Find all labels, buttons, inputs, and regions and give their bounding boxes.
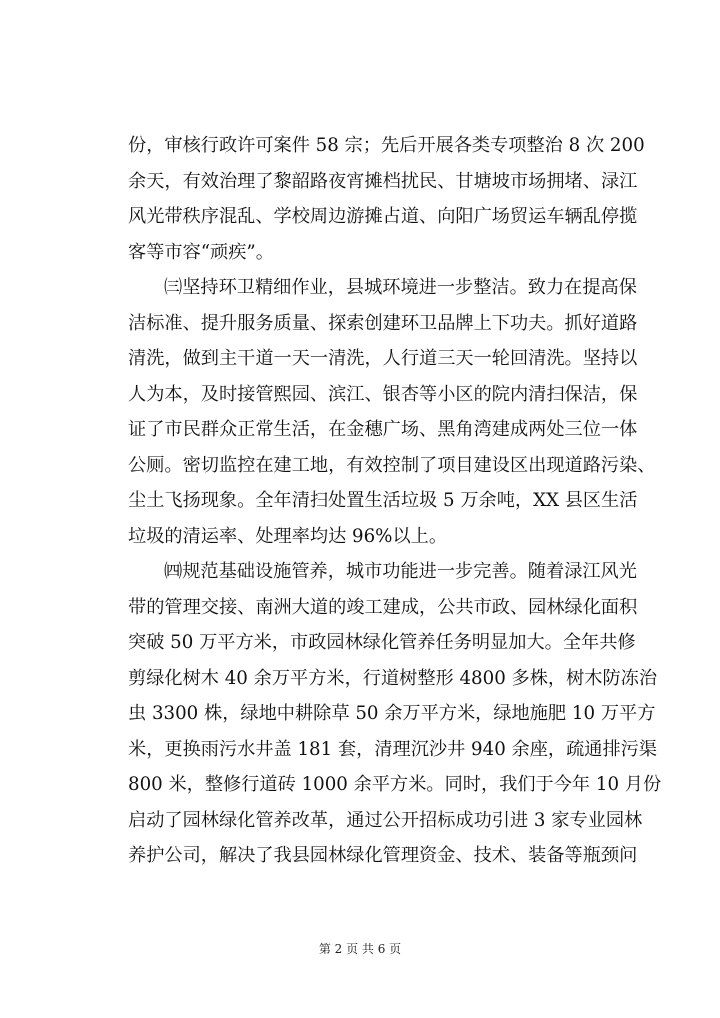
paragraph-3 <box>128 554 662 874</box>
text-line: 垃圾的清运率、处理率均达 96%以上。 <box>128 525 448 547</box>
body-text <box>128 128 662 874</box>
text-line: ㈣规范基础设施管养，城市功能进一步完善。随着渌江风光 <box>164 561 637 582</box>
text-line: 人为本，及时接管熙园、滨江、银杏等小区的院内清扫保洁，保 <box>128 383 638 405</box>
text-line: 800 米，整修行道砖 1000 余平方米。同时，我们于今年 10 月份 <box>128 774 662 795</box>
text-line: 米，更换雨污水井盖 181 套，清理沉沙井 940 余座，疏通排污渠 <box>128 738 658 760</box>
text-line: 突破 50 万平方米，市政园林绿化管养任务明显加大。全年共修 <box>128 632 636 653</box>
text-line: 剪绿化树木 40 余万平方米，行道树整形 4800 多株，树木防冻治 <box>128 667 658 689</box>
text-line: 余天，有效治理了黎韶路夜宵摊档扰民、甘塘坡市场拥堵、渌江 <box>128 170 638 192</box>
text-line: 启动了园林绿化管养改革，通过公开招标成功引进 3 家专业园林 <box>128 809 643 831</box>
paragraph-1 <box>128 128 645 270</box>
text-line: 份，审核行政许可案件 58 宗；先后开展各类专项整治 8 次 200 <box>128 135 645 156</box>
text-line: 证了市民群众正常生活，在金穗广场、黑角湾建成两处三位一体 <box>128 419 638 440</box>
page-number-footer: 第 2 页 共 6 页 <box>318 942 402 956</box>
text-line: 带的管理交接、南洲大道的竣工建成，公共市政、园林绿化面积 <box>128 596 638 618</box>
text-line: 养护公司，解决了我县园林绿化管理资金、技术、装备等瓶颈问 <box>128 845 638 866</box>
text-line: 客等市容“顽疾”。 <box>128 241 274 263</box>
text-line: 虫 3300 株，绿地中耕除草 50 余万平方米，绿地施肥 10 万平方 <box>128 703 656 724</box>
paragraph-2 <box>128 270 656 554</box>
text-line: 清洗，做到主干道一天一清洗，人行道三天一轮回清洗。坚持以 <box>128 348 638 369</box>
text-line: 公厕。密切监控在建工地，有效控制了项目建设区出现道路污染、 <box>128 454 656 476</box>
text-line: 洁标准、提升服务质量、探索创建环卫品牌上下功夫。抓好道路 <box>128 312 638 334</box>
text-line: ㈢坚持环卫精细作业，县城环境进一步整洁。致力在提高保 <box>164 277 637 298</box>
text-line: 尘土飞扬现象。全年清扫处置生活垃圾 5 万余吨，XX 县区生活 <box>128 490 638 511</box>
text-line: 风光带秩序混乱、学校周边游摊占道、向阳广场贸运车辆乱停揽 <box>128 206 638 227</box>
